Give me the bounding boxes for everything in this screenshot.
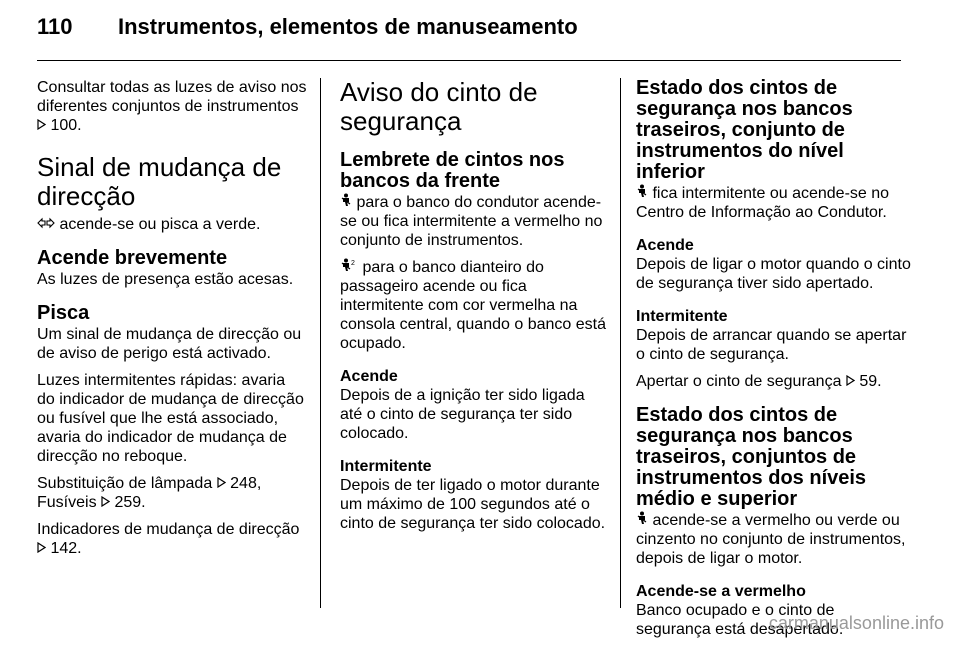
paragraph: fica intermitente ou acende-se no Centro de Informação ao Condutor. bbox=[636, 185, 890, 221]
section-heading: Aviso do cinto de segurança bbox=[340, 77, 538, 136]
triangle-arrow-icon bbox=[101, 493, 110, 512]
label-heading: Acende bbox=[636, 237, 694, 254]
header-divider bbox=[37, 60, 901, 61]
triangle-arrow-icon bbox=[37, 116, 46, 135]
column-divider bbox=[320, 78, 321, 608]
intro-paragraph: Consultar todas as luzes de aviso nos diferentes conjuntos de instrumentos 100. bbox=[37, 79, 307, 134]
seatbelt-person-icon bbox=[636, 184, 648, 203]
paragraph: 2 para o banco dianteiro do passageiro acende ou fica intermitente com cor vermelha na consola central, quando o banco está ocupado. bbox=[340, 259, 606, 352]
triangle-arrow-icon bbox=[37, 539, 46, 558]
reference-paragraph: Indicadores de mudança de direcção 142. bbox=[37, 521, 300, 557]
label-heading: Acende-se a vermelho bbox=[636, 583, 806, 600]
paragraph: Depois de ligar o motor quando o cinto de segurança tiver sido apertado. bbox=[636, 256, 911, 292]
paragraph: Um sinal de mudança de direcção ou de aviso de perigo está activado. bbox=[37, 326, 302, 362]
seatbelt-person-2-icon bbox=[340, 258, 358, 277]
column-right bbox=[636, 78, 911, 647]
subsection-heading: Acende brevemente bbox=[37, 247, 228, 269]
triangle-arrow-icon bbox=[217, 474, 226, 493]
column-middle bbox=[340, 78, 608, 541]
subsection-heading: Lembrete de cintos nos bancos da frente bbox=[340, 149, 565, 192]
column-left bbox=[37, 78, 307, 566]
subsection-heading: Estado dos cintos de segurança nos bancos traseiros, conjuntos de instrumentos dos níveis médio e superior bbox=[636, 404, 867, 510]
seatbelt-person-icon bbox=[340, 193, 352, 212]
column-divider bbox=[620, 78, 621, 608]
subsection-heading: Estado dos cintos de segurança nos bancos traseiros, conjunto de instrumentos do nível inferior bbox=[636, 77, 853, 183]
seatbelt-person-icon bbox=[636, 511, 648, 530]
label-heading: Intermitente bbox=[636, 308, 728, 325]
subsection-heading: Pisca bbox=[37, 302, 90, 324]
paragraph: As luzes de presença estão acesas. bbox=[37, 271, 294, 288]
turn-signal-paragraph: acende-se ou pisca a verde. bbox=[37, 215, 307, 234]
turn-signal-arrows-icon bbox=[37, 215, 55, 234]
watermark: carmanualsonline.info bbox=[768, 613, 944, 633]
paragraph: Luzes intermitentes rápidas: avaria do indicador de mudança de direcção ou fusível que lhe está associado, avaria do indicador de mudança de direcção no reboque. bbox=[37, 372, 304, 465]
paragraph: acende-se a vermelho ou verde ou cinzento no conjunto de instrumentos, depois de ligar o motor. bbox=[636, 512, 906, 567]
triangle-arrow-icon bbox=[846, 372, 855, 391]
paragraph: Banco ocupado e o cinto de segurança está desapertado. bbox=[636, 602, 844, 638]
paragraph: Depois de ter ligado o motor durante um máximo de 100 segundos até o cinto de segurança ter sido colocado. bbox=[340, 477, 606, 532]
svg-text:2: 2 bbox=[351, 260, 355, 267]
paragraph: Depois de arrancar quando se apertar o cinto de segurança. bbox=[636, 327, 907, 363]
section-heading: Sinal de mudança de direcção bbox=[37, 152, 282, 211]
page-title: Instrumentos, elementos de manuseamento bbox=[118, 14, 578, 39]
label-heading: Acende bbox=[340, 368, 398, 385]
label-heading: Intermitente bbox=[340, 458, 432, 475]
reference-paragraph: Apertar o cinto de segurança 59. bbox=[636, 373, 882, 390]
paragraph: Depois de a ignição ter sido ligada até o cinto de segurança ter sido colocado. bbox=[340, 387, 585, 442]
page-number: 110 bbox=[37, 14, 73, 39]
paragraph: para o banco do condutor acende-se ou fica intermitente a vermelho no conjunto de instrumentos. bbox=[340, 194, 603, 249]
reference-paragraph: Substituição de lâmpada 248, Fusíveis 259. bbox=[37, 475, 262, 511]
